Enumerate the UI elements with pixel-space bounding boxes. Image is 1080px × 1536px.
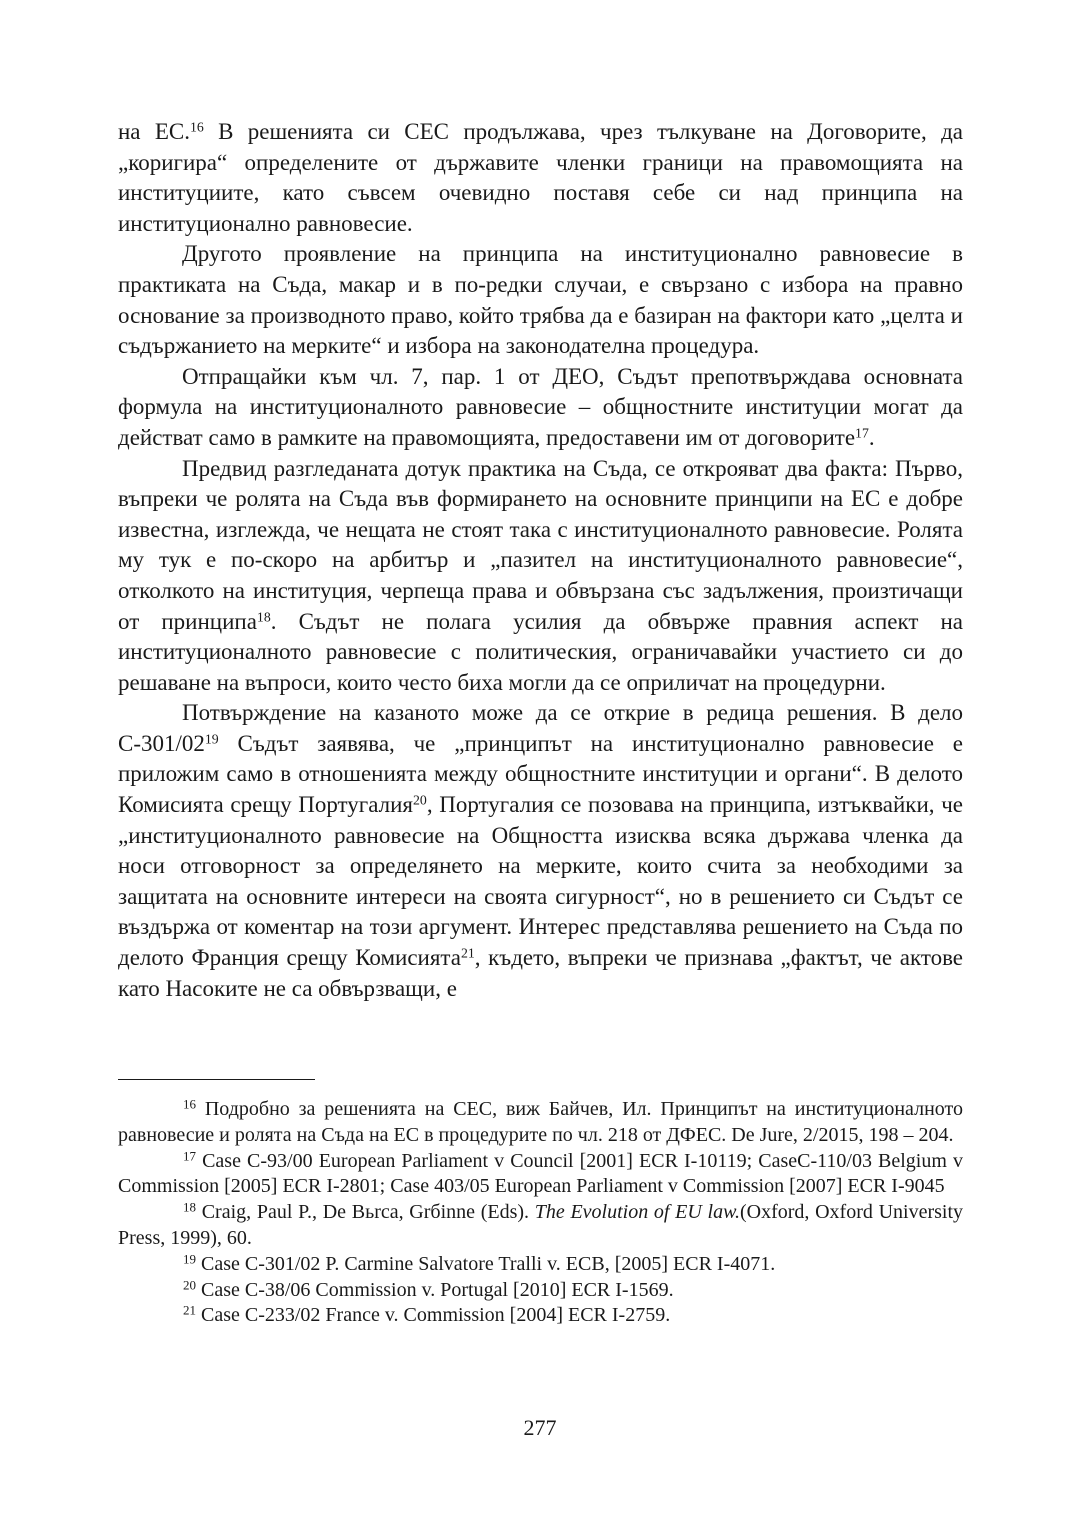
footnote-number: 19 [183,1251,196,1267]
text-run: Отпращайки към чл. 7, пар. 1 от ДЕО, Съдът препотвърждава основната формула на институционалното равновесие – общностните институции могат да действат само в рамките на правомощията, предоставени им от договорите [118,363,963,450]
paragraph [118,698,963,1004]
paragraph [118,362,963,454]
footnote-text: Craig, Paul P., De Вьrca, Grбinne (Eds). [196,1201,535,1224]
footnote-text: Case C-233/02 France v. Commission [2004] ECR I-2759. [196,1304,671,1327]
footnote-text: Case C-301/02 P. Carmine Salvatore Tralli v. ECB, [2005] ECR I-4071. [196,1252,776,1275]
text-run: Съдът заявява, че „принципът на институционално равновесие е приложим само в отношенията между общностните институции и органи“. В делото Комисията срещу Португалия [118,730,963,818]
footnote-number: 18 [183,1199,196,1215]
text-run: . Съдът не полага усилия да обвърже правния аспект на институционалното равновесие с политическия, ограничавайки участието си до решаване на въпроси, които често биха могли да се оприличат на процедурни. [118,608,964,695]
footnote-separator [118,1079,315,1080]
paragraph [118,454,963,699]
paragraph [118,117,963,239]
footnote-number: 17 [183,1148,196,1164]
footnote-17 [118,1149,963,1201]
footnote-ref[interactable]: 17 [855,425,869,441]
footnote-ref[interactable]: 18 [256,608,271,624]
page-number: 277 [523,1415,557,1440]
text-run: . [868,424,875,450]
text-run: , Португалия се позовава на принципа, изтъквайки, че „институционалното равновесие на Общността изисква всяка държава членка да носи отговорност за определянето на мерките, които счита за необходими за защитата на основните интереси на своята сигурност“, но в решението си Съдът се въздържа от коментар на този аргумент. Интерес представлява решението на Съда по делото Франция срещу Комисията [118,792,963,971]
footnote-number: 16 [183,1096,196,1112]
footnote-text: Подробно за решенията на СЕС, виж Байчев, Ил. Принципът на институционалното равновесие и ролята на Съда на ЕС в процедурите по чл. 218 от ДФЕС. De Jure, 2/2015, 198 – 204. [118,1098,963,1146]
footnote-number: 21 [183,1302,196,1318]
footnote-text: Case C-38/06 Commission v. Portugal [2010] ECR I-1569. [196,1278,674,1301]
footnotes [118,1097,963,1329]
text-run: В решенията си СЕС продължава, чрез тълкуване на Договорите, да „коригира“ определените от държавите членки граници на правомощията на институциите, като съвсем очевидно поставя себе си над принципа на институционално равновесие. [118,119,963,236]
main-text [118,117,963,1004]
footnote-19 [118,1252,963,1278]
text-run: Другото проявление на принципа на институционално равновесие в практиката на Съда, макар и в по-редки случаи, е свързано с избора на правно основание за производното право, който трябва да е базиран на фактори като „целта и съдържанието на мерките“ и избора на законодателна процедура. [118,241,963,359]
footnote-text: Case C-93/00 European Parliament v Council [2001] ECR I-10119; CaseC-110/03 Belgium v Commission [2005] ECR I-2801; Case 403/05 European Parliament v Commission [2007] ECR I-9045 [118,1149,963,1198]
text-run: на ЕС. [118,119,190,144]
footnote-ref[interactable]: 19 [204,731,219,747]
footnote-ref[interactable]: 21 [460,945,475,961]
text-run: , където, въпреки че признава „фактът, че актове като Насоките не са обвързващи, е [118,945,963,1001]
footnote-ref[interactable]: 20 [413,792,427,808]
footnote-16 [118,1097,963,1149]
footnote-text: (Oxford, Oxford University Press, 1999), 60. [118,1201,963,1249]
text-run: Потвърждение на казаното може да се открие в редица решения. В дело С-301/02 [118,700,963,756]
paragraph [118,239,963,361]
footnote-ref[interactable]: 16 [189,119,204,135]
footnote-18 [118,1200,963,1252]
text-run: Предвид разгледаната дотук практика на Съда, се открояват два факта: Първо, въпреки че ролята на Съда във формирането на основните принципи на ЕС е добре известна, изглежда, че нещата не стоят така с институционалното равновесие. Ролята му тук е по-скоро на арбитър и „пазител на институционалното равновесие“, отколкото на институция, черпеща права и обвързана със задължения, произтичащи от принципа [118,455,963,634]
footnote-21 [118,1303,963,1329]
footnote-20 [118,1278,963,1304]
footnote-number: 20 [183,1277,196,1293]
book-title: The Evolution of EU law. [534,1201,740,1224]
